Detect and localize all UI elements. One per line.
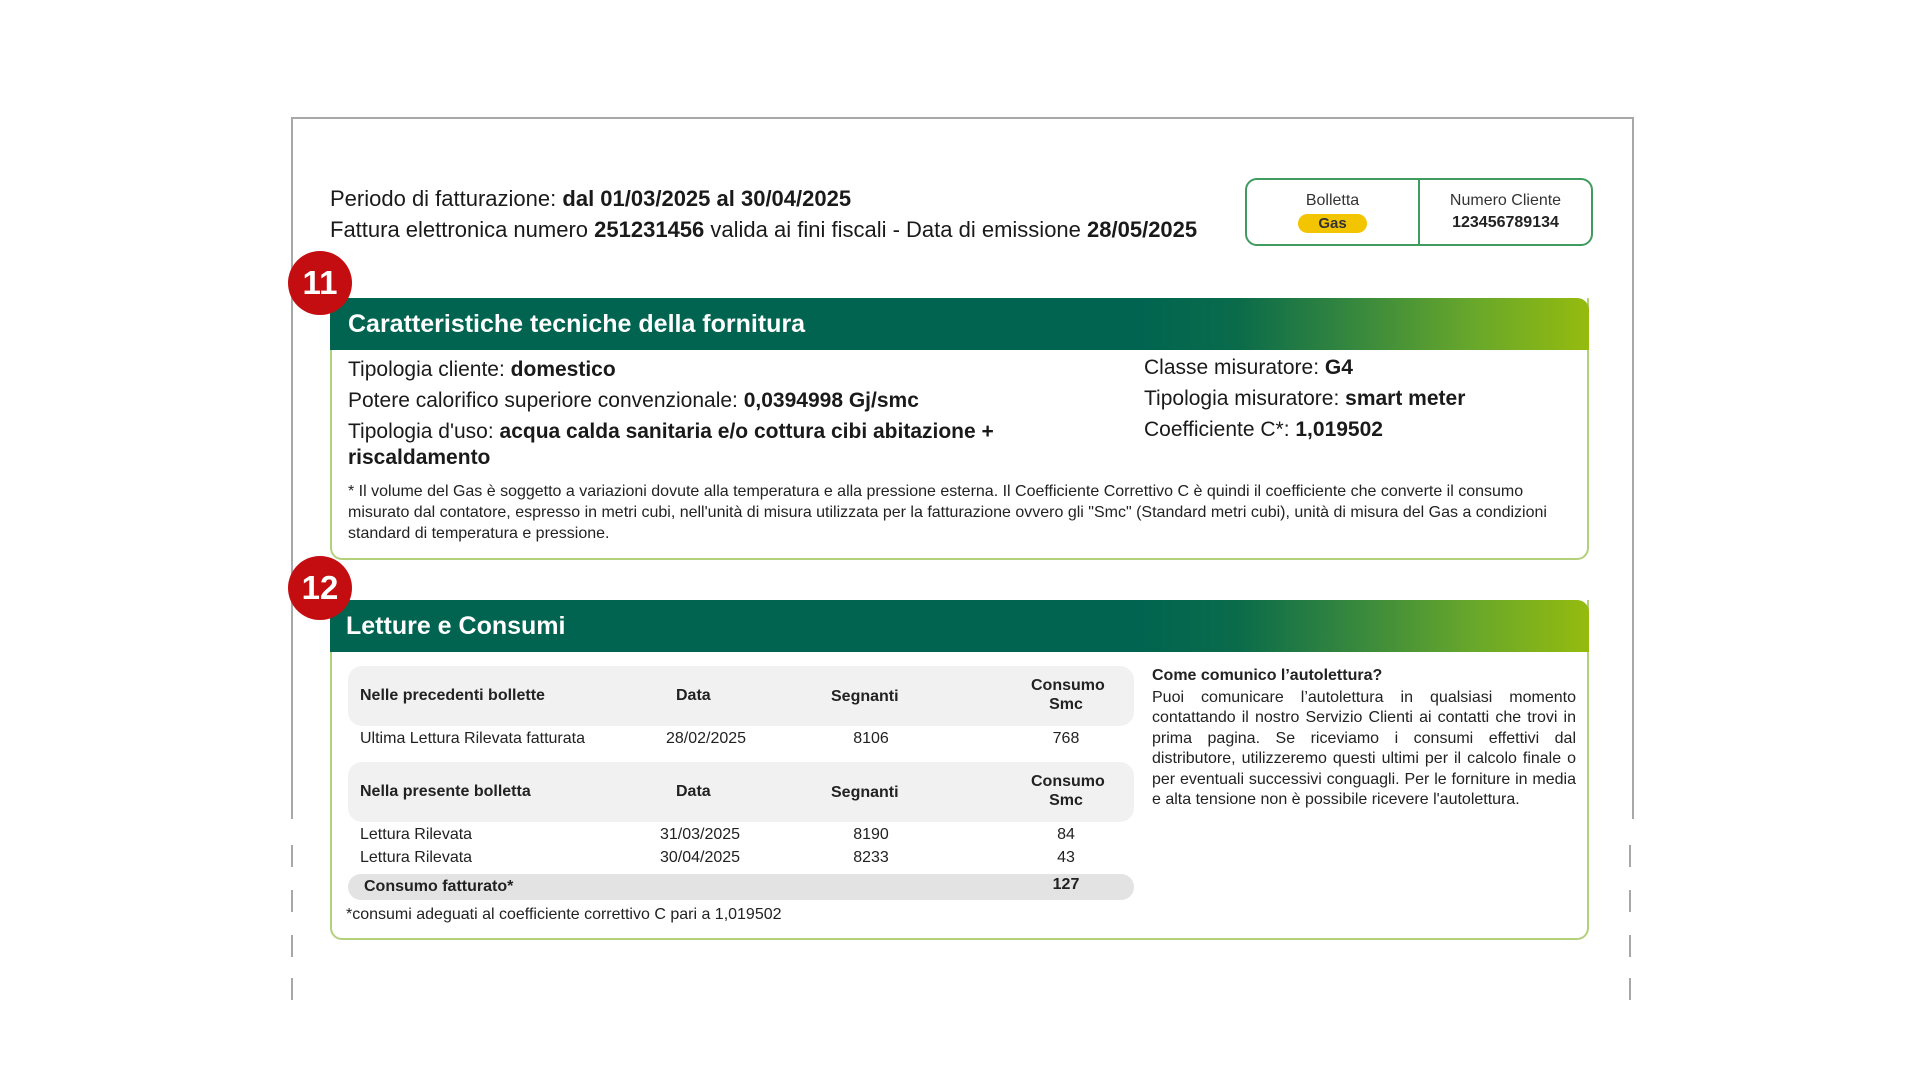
consumption-footnote: *consumi adeguati al coefficiente correttivo C pari a 1,019502 [346,906,782,923]
client-number-label: Numero Cliente [1449,192,1562,209]
coefficient-c: Coefficiente C*: 1,019502 [1144,418,1383,441]
customer-type: Tipologia cliente: domestico [348,358,616,381]
page-edge-dash [291,890,293,912]
table-row: Lettura Rilevata 30/04/2025 8233 43 [360,849,1075,866]
invoice-info: Fattura elettronica numero 251231456 valida ai fini fiscali - Data di emissione 28/05/2025 [330,217,1198,242]
technical-left-column [348,354,1048,471]
page-edge-dash [1629,845,1631,867]
section-number-badge: 12 [288,556,352,620]
bill-label: Bolletta [1305,191,1360,209]
self-reading-title: Come comunico l’autolettura? [1152,667,1383,684]
page-edge-dash [1629,935,1631,957]
page-edge-dash [1629,890,1631,912]
meter-class: Classe misuratore: G4 [1144,356,1353,379]
self-reading-body: Puoi comunicare l’autolettura in qualsiasi momento contattando il nostro Servizio Clienti ai contatti che trovi in prima pagina. Se riceviamo i consumi effettivi dal distributore, utilizzeremo questi ultimi per il calcolo finale o per eventuali successivi conguagli. Per le forniture in media e alta tensione non è possibile ricevere l'autolettura. [1152,688,1576,808]
coefficient-note: * Il volume del Gas è soggetto a variazioni dovute alla temperatura e alla pressione esterna. Il Coefficiente Correttivo C è quindi il coefficiente che converte il consumo misurato dal contatore, espresso in metri cubi, nell'unità di misura utilizzata per la fatturazione ovvero gli "Smc" (Standard metri cubi), unità di misura del Gas a condizioni standard di temperatura e pressione. [348,483,1547,542]
section-number-badge: 11 [288,251,352,315]
page-edge-dash [1629,978,1631,1000]
client-number: 123456789134 [1452,214,1559,231]
client-number-cell [1420,180,1591,244]
section-title: Caratteristiche tecniche della fornitura [330,298,1589,350]
table-header: Nelle precedenti bollette Data Segnanti Consumo Smc [348,666,1134,726]
section-title: Letture e Consumi [330,600,1589,652]
table-row: Lettura Rilevata 31/03/2025 8190 84 [360,826,1075,843]
table-header: Nella presente bolletta Data Segnanti Consumo Smc [348,762,1134,822]
page-edge-dash [291,935,293,957]
page-edge-dash [291,845,293,867]
bill-info-box [1245,178,1593,246]
billing-period-value: dal 01/03/2025 al 30/04/2025 [562,186,852,211]
table-row: Ultima Lettura Rilevata fatturata 28/02/2025 8106 768 [360,730,1080,747]
issue-date: 28/05/2025 [1087,217,1198,242]
bill-type-cell [1247,180,1420,244]
billing-header [330,183,1197,245]
technical-characteristics-section [330,298,1589,560]
usage-type: Tipologia d'uso: acqua calda sanitaria e/o cottura cibi abitazione + riscaldamento [348,420,994,469]
bill-type-badge: Gas [1298,214,1366,233]
technical-right-column [1144,352,1465,445]
meter-type: Tipologia misuratore: smart meter [1144,387,1466,410]
page-edge-dash [291,978,293,1000]
billed-consumption-total: Consumo fatturato* 127 [348,874,1134,900]
self-reading-info [1152,666,1576,811]
billing-period: Periodo di fatturazione: dal 01/03/2025 al 30/04/2025 [330,186,852,211]
calorific-power: Potere calorifico superiore convenzionale: 0,0394998 Gj/smc [348,389,919,412]
invoice-number: 251231456 [594,217,705,242]
readings-consumption-section [330,600,1589,940]
